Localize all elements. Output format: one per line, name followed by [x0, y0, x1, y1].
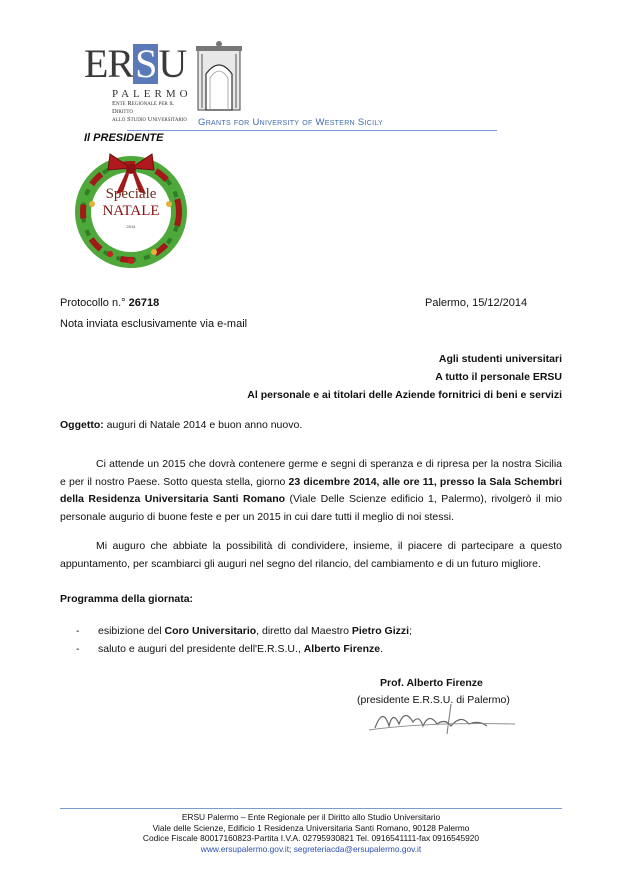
recipient-staff: A tutto il personale ERSU [435, 371, 562, 383]
oggetto-label: Oggetto: [60, 419, 104, 431]
footer [60, 812, 562, 854]
protocollo-line [60, 295, 159, 312]
footer-line1: ERSU Palermo – Ente Regionale per il Diritto allo Studio Universitario [181, 812, 441, 822]
grants-tagline: Grants for University of Western Sicily [198, 117, 384, 128]
signer-name: Prof. Alberto Firenze [380, 677, 483, 689]
recipient-suppliers: Al personale e ai titolari delle Aziende fornitrici di beni e servizi [247, 389, 562, 401]
ersu-logo-ente-line2: allo Studio Universitario [112, 116, 188, 123]
programma-item-text: esibizione del [98, 625, 165, 637]
nota-email: Nota inviata esclusivamente via e-mail [60, 318, 248, 330]
protocollo-label: Protocollo n.° [60, 297, 126, 309]
building-arch-icon [196, 40, 242, 112]
oggetto-text: auguri di Natale 2014 e buon anno nuovo. [106, 419, 303, 431]
footer-line3: Codice Fiscale 80017160823-Partita I.V.A. 02795930821 Tel. 0916541111-fax 0916545920 [142, 833, 480, 843]
list-dash: - [76, 625, 80, 637]
programma-item-text: saluto e auguri del presidente dell'E.R.S.U., [98, 643, 304, 655]
recipients-block [150, 350, 562, 404]
email-link[interactable]: segreteriacda@ersupalermo.gov.it [293, 843, 422, 854]
paragraph1-event-details: 23 dicembre 2014, alle ore 11, presso la Sala Schembri della Residenza Universitaria Santi Romano [60, 475, 562, 505]
footer-line2: Viale delle Scienze, Edificio 1 Residenza Universitaria Santi Romano, 90128 Palermo [152, 822, 470, 833]
programma-list [76, 622, 556, 658]
wreath-text-line2: NATALE [102, 203, 160, 219]
programma-title: Programma della giornata: [60, 593, 194, 605]
footer-separator: ; [289, 843, 292, 854]
header-divider [127, 130, 497, 131]
footer-links [60, 844, 562, 855]
presidente-label: Il PRESIDENTE [84, 132, 164, 144]
programma-item-bold: Pietro Gizzi [351, 625, 410, 637]
recipient-students: Agli studenti universitari [438, 353, 562, 365]
wreath-text-line1: Speciale [105, 186, 157, 202]
oggetto-line [60, 419, 302, 431]
ersu-logo [84, 41, 194, 124]
place-date: Palermo, 15/12/2014 [425, 297, 528, 309]
programma-item [76, 640, 556, 658]
ersu-logo-ente-line1: Ente Regionale per il Diritto [112, 100, 175, 115]
paragraph-invitation [60, 456, 562, 526]
paragraph1-text-c: (Viale Delle Scienze edificio 1, Palermo), rivolgerò il mio personale augurio di buone feste e per un 2015 in cui dare tutti il meglio di noi stessi. [60, 493, 562, 523]
programma-item-text: ; [409, 625, 412, 637]
wreath-text-year: 2014 [126, 224, 136, 229]
paragraph-wishes: Mi auguro che abbiate la possibilità di condividere, insieme, il piacere di partecipare a questo appuntamento, per scambiarci gli auguri nel segno del rilancio, del cambiamento e di un futuro migliore. [60, 540, 562, 570]
protocollo-number: 26718 [128, 297, 160, 309]
programma-item-bold: Alberto Firenze [303, 643, 381, 655]
ersu-logo-wordmark: ERSU [84, 41, 187, 86]
programma-item [76, 622, 556, 640]
programma-item-text: . [380, 643, 384, 655]
handwritten-signature [365, 700, 525, 736]
ersu-logo-city: PALERMO [112, 88, 192, 100]
paragraph1-text-a: Ci attende un 2015 che dovrà contenere germe e segni di speranza e di ripresa per la nostra Sicilia e per il nostro Paese. Sotto questa stella, giorno [60, 458, 562, 488]
website-link[interactable]: www.ersupalermo.gov.it [200, 843, 290, 854]
list-dash: - [76, 643, 80, 655]
footer-divider [60, 808, 562, 809]
christmas-wreath-image [70, 146, 192, 268]
signer-role: (presidente E.R.S.U. di Palermo) [357, 694, 510, 706]
programma-item-bold: Coro Universitario [164, 625, 257, 637]
programma-item-text: , diretto dal Maestro [256, 625, 352, 637]
